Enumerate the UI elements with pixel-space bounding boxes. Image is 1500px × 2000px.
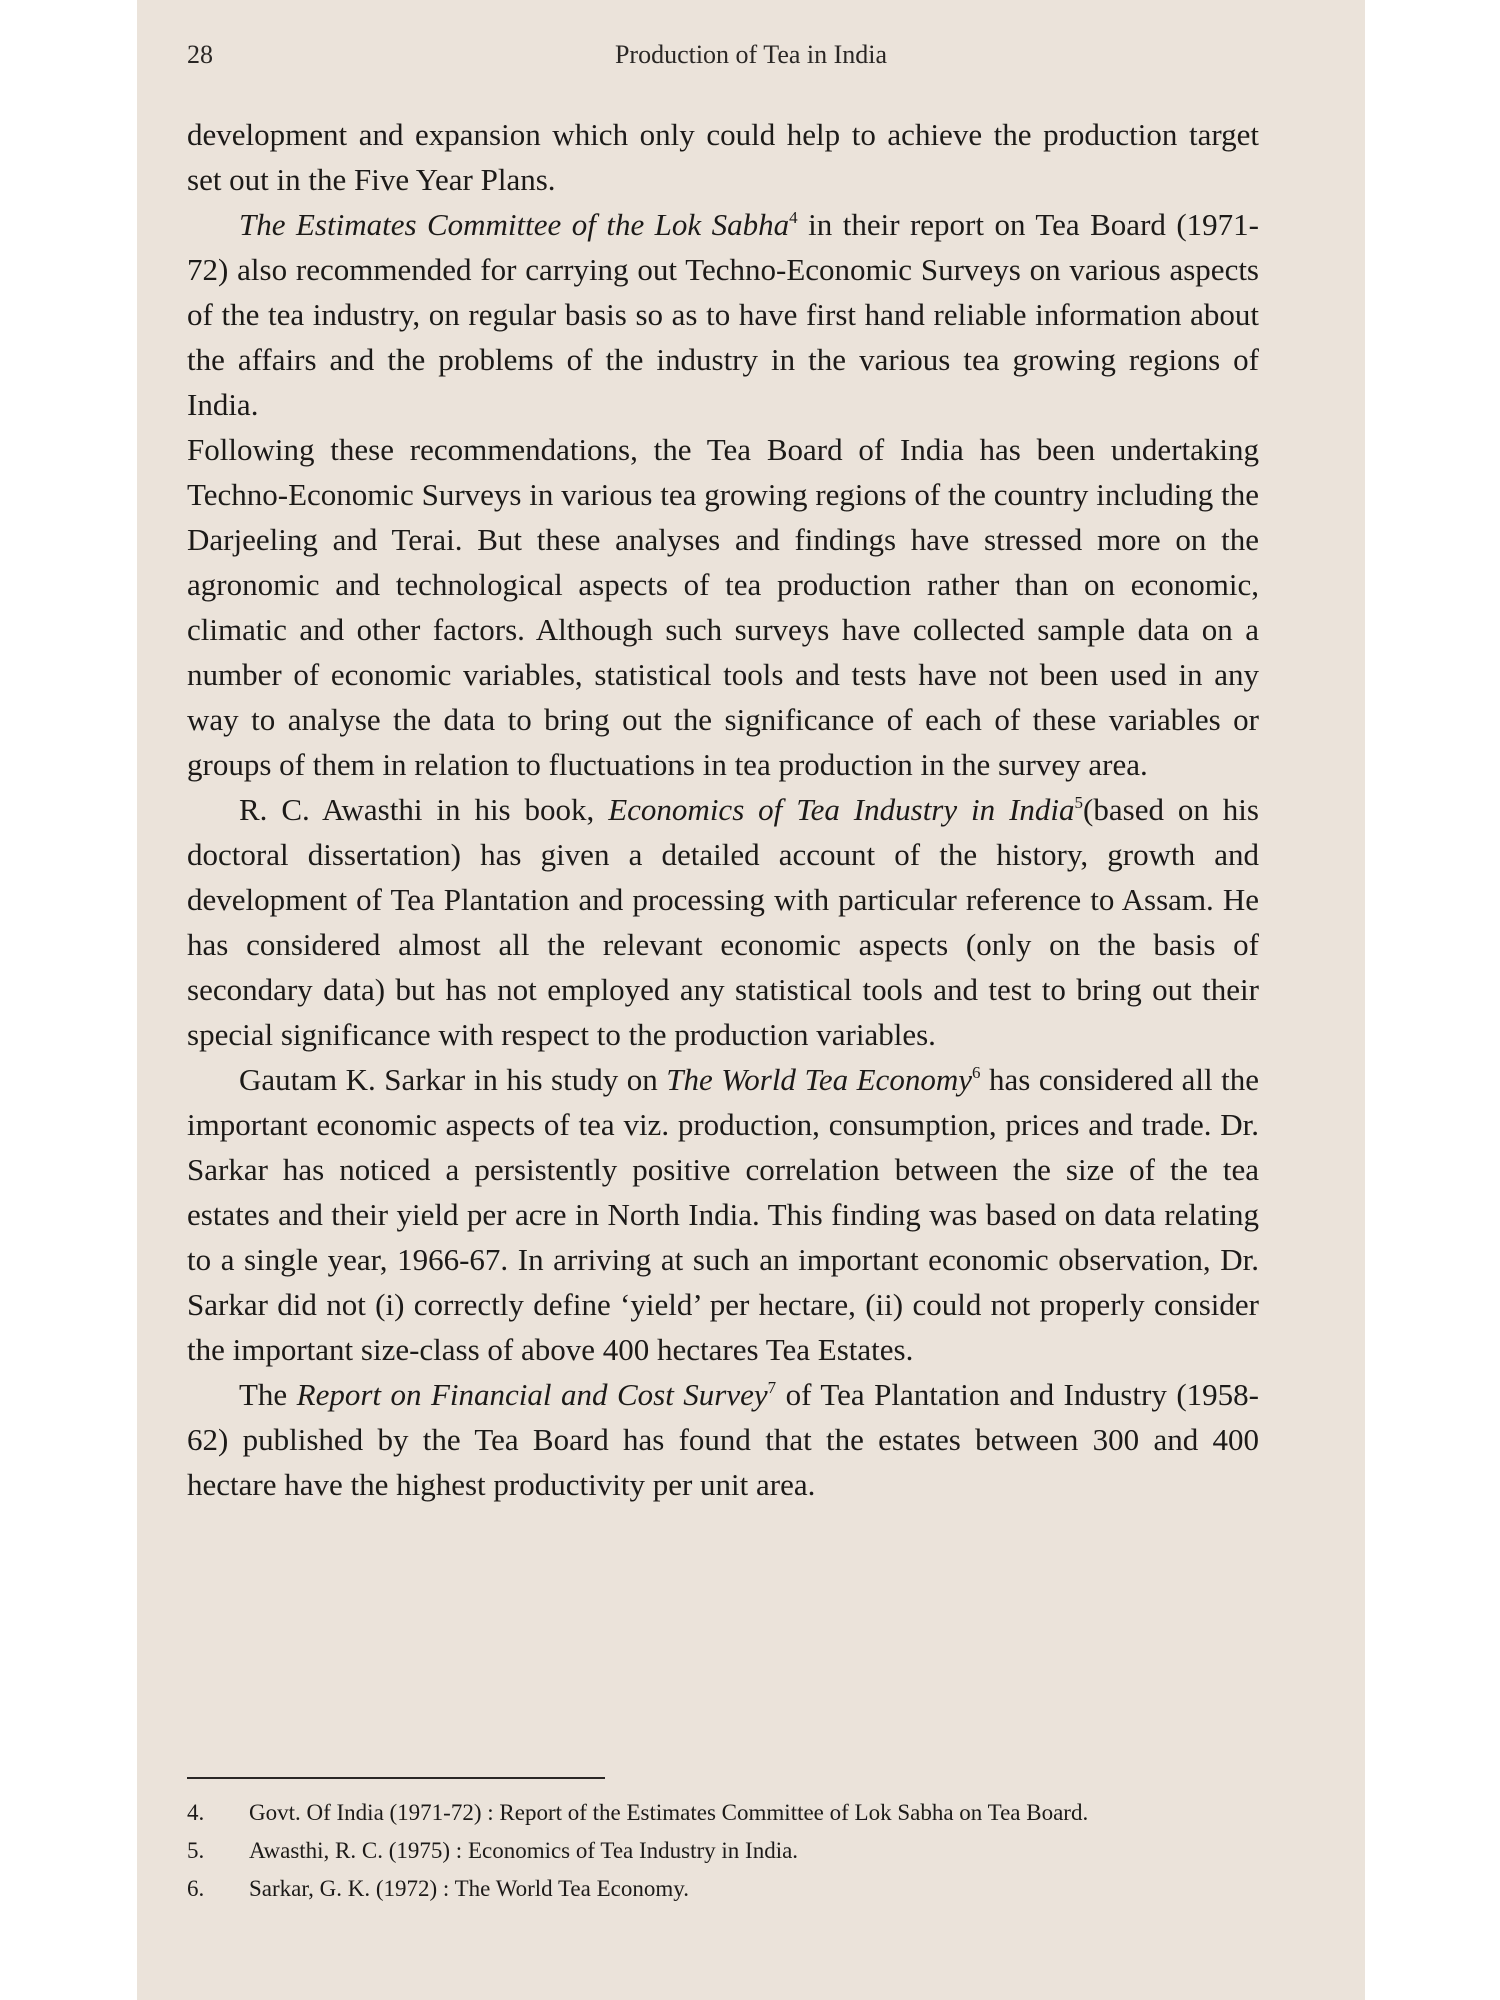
italic-title: Report on Financial and Cost Survey bbox=[296, 1377, 768, 1412]
paragraph-text: (based on his doctoral dissertation) has given a detailed account of the history, growth and development of Tea Plantation and processing with particular reference to Assam. He has considered almost all the relevant economic aspects (only on the basis of secondary data) but has not employed any statistical tools and test to bring out their special significance with respect to the production variables. bbox=[187, 792, 1259, 1052]
paragraph-text: in their report on Tea Board (1971-72) also recommended for carrying out Techno-Economic Surveys on various aspects of the tea industry, on regular basis so as to have first hand reliable information about the affairs and the problems of the industry in the various tea growing regions of India. bbox=[187, 207, 1260, 422]
paragraph-1: development and expansion which only could help to achieve the production target set out in the Five Year Plans. bbox=[187, 117, 1259, 197]
book-page bbox=[137, 0, 1365, 2000]
running-title: Production of Tea in India bbox=[614, 40, 888, 69]
footnote-ref: 6 bbox=[971, 1063, 981, 1082]
footnote bbox=[187, 1834, 1259, 1867]
paragraph-5 bbox=[187, 1057, 1259, 1372]
footnote-ref: 4 bbox=[789, 208, 798, 227]
page-number: 28 bbox=[187, 40, 213, 69]
paragraph-4 bbox=[187, 787, 1259, 1057]
paragraph-2 bbox=[187, 202, 1259, 427]
italic-title: The World Tea Economy bbox=[666, 1062, 972, 1097]
footnote-divider bbox=[187, 1777, 605, 1779]
body-text bbox=[187, 112, 1259, 1507]
italic-title: The Estimates Committee of the Lok Sabha bbox=[239, 207, 790, 242]
paragraph-text: has considered all the important economic aspects of tea viz. production, consumption, prices and trade. Dr. Sarkar has noticed a persistently positive correlation between the size of the tea estates and their yield per acre in North India. This finding was based on data relating to a single year, 1966-67. In arriving at such an important economic observation, Dr. Sarkar did not (i) correctly define ‘yield’ per hectare, (ii) could not properly consider the important size-class of above 400 hectares Tea Estates. bbox=[187, 1062, 1259, 1367]
footnote-text: Sarkar, G. K. (1972) : The World Tea Economy. bbox=[249, 1876, 689, 1901]
paragraph-text: of Tea Plantation and Industry (1958-62) published by the Tea Board has found that the estates between 300 and 400 hectare have the highest productivity per unit area. bbox=[187, 1377, 1259, 1502]
paragraph-6 bbox=[187, 1372, 1259, 1507]
paragraph-lead: Gautam K. Sarkar in his study on bbox=[239, 1062, 667, 1097]
paragraph-3: Following these recommendations, the Tea Board of India has been undertaking Techno-Economic Surveys in various tea growing regions of the country including the Darjeeling and Terai. But these analyses and findings have stressed more on the agronomic and technological aspects of tea production rather than on economic, climatic and other factors. Although such surveys have collected sample data on a number of economic variables, statistical tools and tests have not been used in any way to analyse the data to bring out the significance of each of these variables or groups of them in relation to fluctuations in tea production in the survey area. bbox=[187, 432, 1259, 782]
footnote bbox=[187, 1872, 1259, 1905]
footnote-text: Govt. Of India (1971-72) : Report of the Estimates Committee of Lok Sabha on Tea Board. bbox=[249, 1800, 1089, 1825]
footnote-number: 5. bbox=[187, 1838, 205, 1863]
italic-title: Economics of Tea Industry in India bbox=[608, 792, 1075, 827]
paragraph-lead: R. C. Awasthi in his book, bbox=[239, 792, 609, 827]
footnote-number: 4. bbox=[187, 1800, 205, 1825]
footnote bbox=[187, 1796, 1259, 1829]
footnote-ref: 5 bbox=[1074, 793, 1084, 812]
footnotes bbox=[187, 1796, 1259, 1910]
footnote-number: 6. bbox=[187, 1876, 205, 1901]
footnote-text: Awasthi, R. C. (1975) : Economics of Tea Industry in India. bbox=[249, 1838, 799, 1863]
paragraph-lead: The bbox=[239, 1377, 297, 1412]
footnote-ref: 7 bbox=[767, 1378, 777, 1397]
page-header bbox=[187, 40, 1315, 80]
